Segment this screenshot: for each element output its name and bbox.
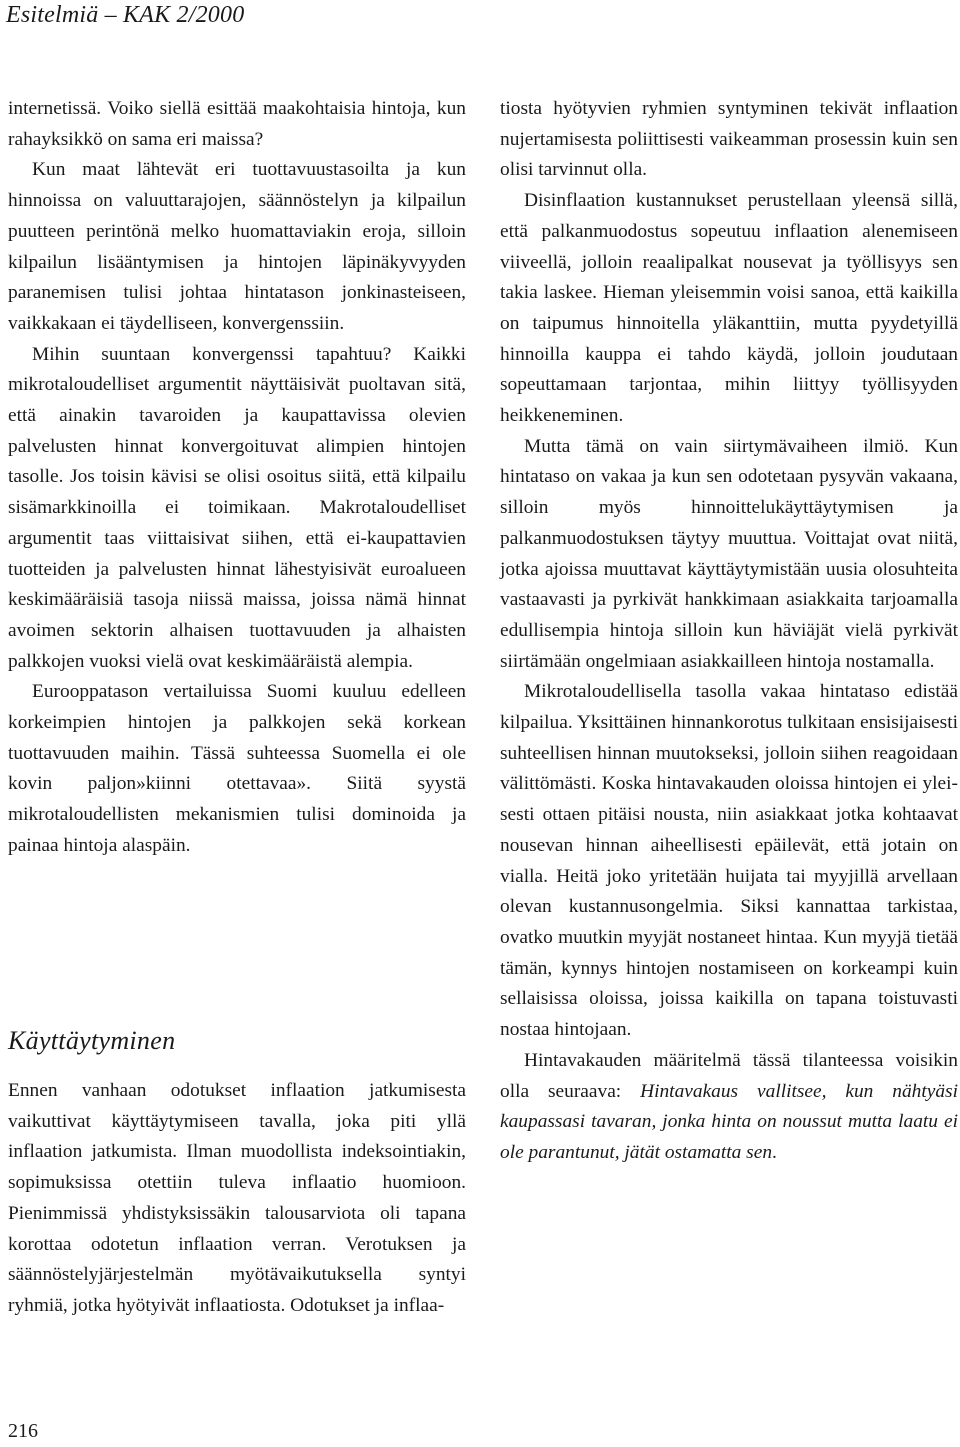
paragraph-lead: Hintavakauden määritelmä tässä tilanteessa voisikin olla seuraava: (500, 1049, 958, 1102)
running-header: Esitelmiä – KAK 2/2000 (6, 2, 245, 28)
paragraph: Eurooppatason vertailuissa Suomi kuuluu edelleen korkeimpien hintojen ja palkkojen sekä korkean tuottavuuden maihin. Tässä suhteessa Suomella ei ole kovin paljon»kiinni otettavaa». Siitä syystä mikrotaloudellisten mekanismien tulisi dominoida ja painaa hintoja alaspäin. (8, 681, 466, 856)
paragraph: Mikrotaloudellisella tasolla vakaa hintataso edistää kilpailua. Yksittäinen hinnankorotus tulkitaan ensisijaisesti suhteellisen hinnan muutokseksi, jolloin siihen reagoidaan välittömästi. Koska hintavakauden oloissa hintojen ei yleisesti ottaen pitäisi nousta, niin asiakkaat jotka kohtaavat nousevan hinnan aiheellisesti epäilevät, että jotain on vialla. Heitä joko yritetään huijata tai myyjillä arvellaan olevan kustannusongelmia. Siksi kannattaa tarkistaa, ovatko muutkin myyjät nostaneet hintaa. Kun myyjä tietää tämän, kynnys hintojen nostamiseen on korkeampi kuin sellaisissa oloissa, joissa kaikilla on tapana toistuvasti nostaa hintojaan. (500, 681, 958, 1041)
paragraph: tiosta hyötyvien ryhmien syntyminen tekivät inflaation nujertamisesta poliittisesti vaikeamman prosessin kuin sen olisi tarvinnut olla. (500, 98, 958, 181)
paragraph: Disinflaation kustannukset perustellaan yleensä sillä, että palkanmuodostus sopeutuu inflaation alenemiseen viiveellä, jolloin reaalipalkat nousevat ja työllisyys sen takia laskee. Hieman yleisemmin voisi sanoa, että kaikilla on taipumus hinnoitella yläkanttiin, mutta pyydetyillä hinnoilla kauppa ei tahdo käydä, jolloin joudutaan sopeuttamaan tarjontaa, mihin liittyy työllisyyden heikkeneminen. (500, 190, 958, 427)
paragraph: internetissä. Voiko siellä esittää maakohtaisia hintoja, kun rahayksikkö on sama eri maissa? (8, 98, 466, 150)
paragraph (500, 1046, 958, 1169)
paragraph: Mihin suuntaan konvergenssi tapahtuu? Kaikki mikrotaloudelliset argumentit näyttäisivät puoltavan sitä, että ainakin tavaroiden ja kaupattavissa olevien palvelusten hinnat konvergoituvat alimpien hintojen tasolle. Jos toisin kävisi se olisi osoitus siitä, että kilpailu sisämarkkinoilla ei toimikaan. Makrotaloudelliset argumentit taas viittaisivat siihen, että ei-kaupattavien tuotteiden ja palvelusten hinnat lähestyisivät euroalueen keskimääräisiä tasoja niissä maissa, joissa nämä hinnat avoimen sektorin alhaisen tuottavuuden ja alhaisten palkkojen vuoksi vielä ovat keskimääräistä alempia. (8, 343, 466, 672)
paragraph: Mutta tämä on vain siirtymävaiheen ilmiö. Kun hintataso on vakaa ja kun sen odotetaan pysyvän vakaana, silloin myös hinnoittelukäyttäytymisen ja palkanmuodostuksen täytyy muuttua. Voittajat ovat niitä, jotka ajoissa muuttavat käyttäytymistään uusia olosuhteita vastaavasti ja pyrkivät hankkimaan asiakkaita tarjoamalla edullisempia hintoja silloin kun häviäjät vielä pyrkivät siirtämään ongelmiaan asiakkailleen hintoja nostamalla. (500, 435, 958, 672)
section-heading: Käyttäytyminen (8, 1026, 176, 1055)
definition-italic: Hintavakaus vallitsee, kun nähtyäsi kaupassasi tavaran, jonka hinta on noussut mutta laatu ei ole parantunut, jätät ostamatta sen (500, 1080, 958, 1163)
paragraph: Kun maat lähtevät eri tuottavuustasoilta ja kun hinnoissa on valuuttarajojen, säännöstelyn ja kilpailun puutteen perintönä melko huomattaviakin eroja, silloin kilpailun lisääntymisen ja hintojen läpinäkyvyyden paranemisen tulisi johtaa hintatason jonkinasteiseen, vaikkakaan ei täydelliseen, konvergenssiin. (8, 159, 466, 334)
paragraph-end: . (772, 1141, 777, 1163)
paragraph: Ennen vanhaan odotukset inflaation jatkumisesta vaikuttivat käyttäytymiseen tavalla, joka piti yllä inflaation jatkumista. Ilman muodollista indeksointiakin, sopimuksissa otettiin tuleva inflaatio huomioon. Pienimmissä yhdistyksissäkin talousarviota oli tapana korottaa odotetun inflaation verran. Verotuksen ja säännöstelyjärjestelmän myötävaikutuksella syntyi ryhmiä, jotka hyötyivät inflaatiosta. Odotukset ja inflaa- (8, 1080, 466, 1316)
left-column (8, 94, 466, 862)
page-number: 216 (8, 1420, 38, 1442)
right-column (500, 94, 958, 1169)
left-column-section (8, 1076, 466, 1322)
